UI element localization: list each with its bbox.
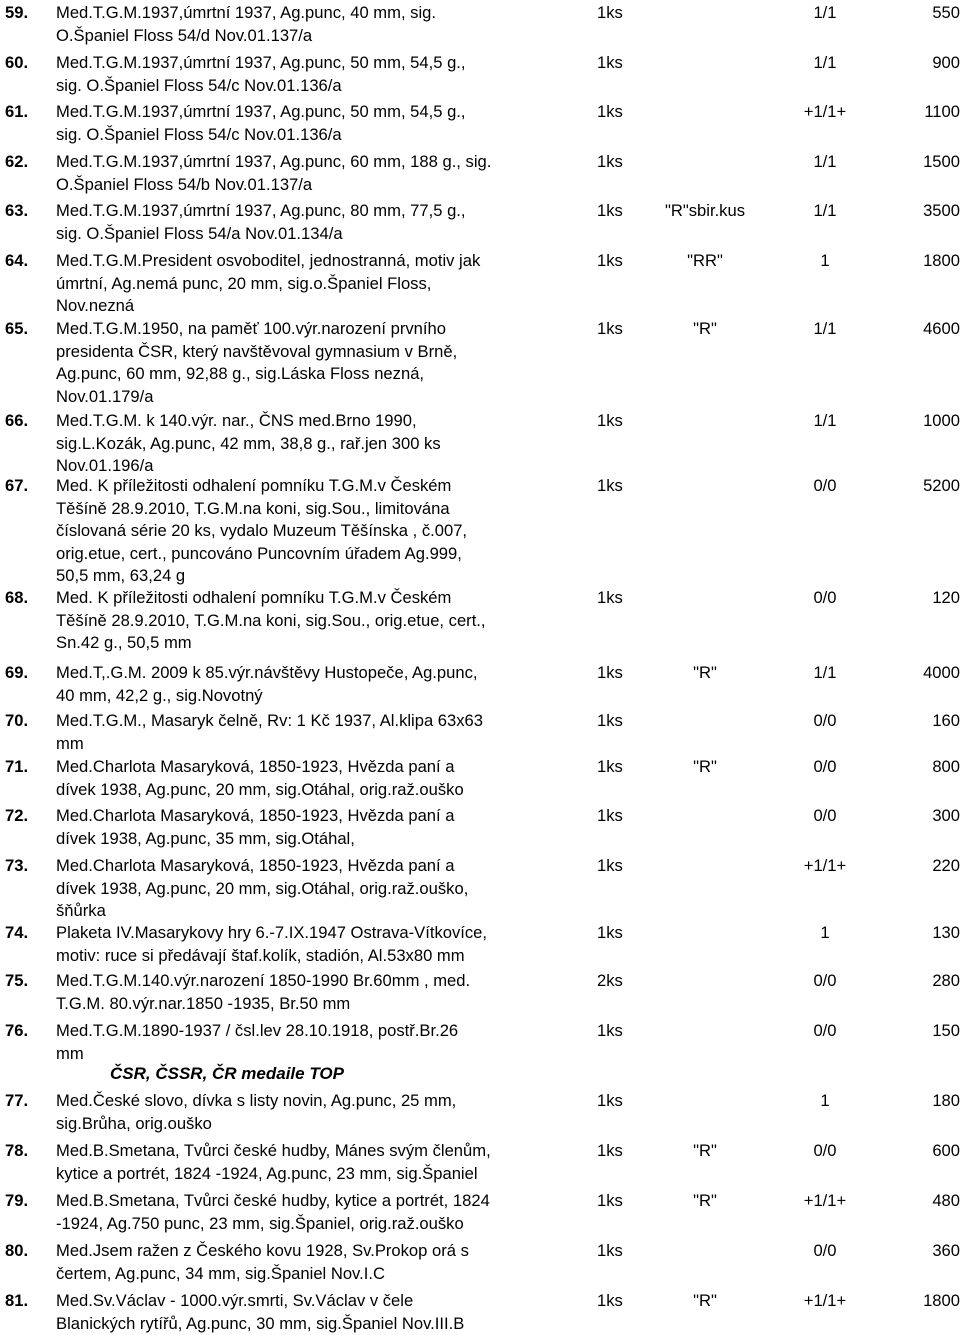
entry-rarity: "RR" — [687, 251, 723, 270]
entry-price: 220 — [932, 856, 960, 875]
entry-price: 1800 — [923, 1291, 960, 1310]
entry-description — [56, 805, 576, 850]
entry-grade: +1/1+ — [803, 1191, 847, 1210]
description-line: mm — [56, 1043, 84, 1063]
description-line: dívek 1938, Ag.punc, 35 mm, sig.Otáhal, — [56, 828, 355, 848]
entry-price: 280 — [932, 971, 960, 990]
entry-price: 180 — [932, 1091, 960, 1110]
description-line: Sn.42 g., 50,5 mm — [56, 633, 192, 652]
entry-description — [56, 475, 576, 588]
entry-quantity: 1ks — [597, 856, 623, 875]
entry-quantity: 1ks — [597, 588, 623, 607]
entry-number: 62. — [5, 152, 29, 171]
description-line: Nov.01.179/a — [56, 386, 154, 406]
entry-quantity: 1ks — [597, 476, 623, 495]
entry-quantity: 1ks — [597, 711, 623, 730]
description-line: Nov.nezná — [56, 296, 135, 315]
entry-description — [56, 922, 576, 967]
description-line: Med.Sv.Václav - 1000.výr.smrti, Sv.Václav v čele — [56, 1291, 414, 1310]
entry-price: 1500 — [923, 152, 960, 171]
entry-price: 130 — [932, 923, 960, 942]
entry-description — [56, 1240, 576, 1285]
entry-number: 73. — [5, 856, 29, 875]
entry-number: 64. — [5, 251, 29, 270]
entry-description — [56, 1020, 576, 1065]
entry-description — [56, 756, 576, 801]
entry-number: 75. — [5, 971, 29, 990]
entry-quantity: 1ks — [597, 923, 623, 942]
entry-grade: 0/0 — [813, 476, 837, 495]
entry-grade: 0/0 — [813, 588, 837, 607]
entry-number: 66. — [5, 411, 29, 430]
description-line: Těšíně 28.9.2010, T.G.M.na koni, sig.Sou., limitována — [56, 498, 450, 518]
entry-description — [56, 1190, 576, 1235]
section-heading: ČSR, ČSSR, ČR medaile TOP — [110, 1064, 344, 1083]
entry-grade: 0/0 — [813, 971, 837, 990]
description-line: Med.T,.G.M. 2009 k 85.výr.návštěvy Hustopeče, Ag.punc, — [56, 663, 478, 682]
entry-grade: 1/1 — [813, 663, 837, 682]
description-line: Med.T.G.M.1937,úmrtní 1937, Ag.punc, 50 mm, 54,5 g., — [56, 102, 466, 121]
entry-number: 76. — [5, 1021, 29, 1040]
entry-price: 300 — [932, 806, 960, 825]
entry-price: 4600 — [923, 319, 960, 338]
description-line: sig. O.Španiel Floss 54/c Nov.01.136/a — [56, 124, 342, 144]
entry-number: 70. — [5, 711, 29, 730]
description-line: Med.T.G.M., Masaryk čelně, Rv: 1 Kč 1937, Al.klipa 63x63 — [56, 711, 484, 730]
entry-number: 63. — [5, 201, 29, 220]
entry-number: 67. — [5, 476, 29, 495]
description-line: Ag.punc, 60 mm, 92,88 g., sig.Láska Floss nezná, — [56, 364, 425, 383]
description-line: Med.Charlota Masaryková, 1850-1923, Hvězda paní a — [56, 856, 455, 875]
entry-number: 71. — [5, 757, 29, 776]
entry-price: 550 — [932, 3, 960, 22]
description-line: O.Španiel Floss 54/b Nov.01.137/a — [56, 174, 313, 194]
entry-description — [56, 250, 576, 318]
entry-quantity: 1ks — [597, 319, 623, 338]
entry-quantity: 2ks — [597, 971, 623, 990]
description-line: 50,5 mm, 63,24 g — [56, 566, 186, 585]
description-line: T.G.M. 80.výr.nar.1850 -1935, Br.50 mm — [56, 993, 351, 1013]
description-line: Med.T.G.M.140.výr.narození 1850-1990 Br.60mm , med. — [56, 971, 471, 990]
description-line: Nov.01.196/a — [56, 456, 154, 475]
entry-price: 900 — [932, 53, 960, 72]
description-line: Med.T.G.M. k 140.výr. nar., ČNS med.Brno 1990, — [56, 411, 417, 430]
entry-grade: 1 — [820, 923, 830, 942]
entry-rarity: "R" — [693, 319, 717, 338]
entry-grade: +1/1+ — [803, 102, 847, 121]
description-line: Blanických rytířů, Ag.punc, 30 mm, sig.Španiel Nov.III.B — [56, 1313, 465, 1333]
entry-quantity: 1ks — [597, 411, 623, 430]
entry-quantity: 1ks — [597, 1021, 623, 1040]
entry-price: 1800 — [923, 251, 960, 270]
entry-description — [56, 52, 576, 97]
description-line: Med.T.G.M.1937,úmrtní 1937, Ag.punc, 80 mm, 77,5 g., — [56, 201, 466, 220]
entry-description — [56, 587, 576, 655]
entry-price: 1000 — [923, 411, 960, 430]
entry-price: 3500 — [923, 201, 960, 220]
description-line: Med.T.G.M.1937,úmrtní 1937, Ag.punc, 40 mm, sig. — [56, 3, 436, 22]
entry-grade: 0/0 — [813, 1141, 837, 1160]
description-line: Med.Charlota Masaryková, 1850-1923, Hvězda paní a — [56, 806, 455, 825]
entry-description — [56, 1290, 576, 1335]
description-line: Med.B.Smetana, Tvůrci české hudby, Mánes svým členům, — [56, 1141, 491, 1160]
description-line: Med. K příležitosti odhalení pomníku T.G.M.v Českém — [56, 476, 452, 495]
description-line: Med.T.G.M.1950, na paměť 100.výr.narození prvního — [56, 319, 446, 338]
entry-price: 600 — [932, 1141, 960, 1160]
entry-grade: 1 — [820, 1091, 830, 1110]
entry-price: 5200 — [923, 476, 960, 495]
entry-quantity: 1ks — [597, 1091, 623, 1110]
entry-grade: 0/0 — [813, 757, 837, 776]
entry-number: 65. — [5, 319, 29, 338]
entry-number: 60. — [5, 53, 29, 72]
description-line: dívek 1938, Ag.punc, 20 mm, sig.Otáhal, orig.raž.ouško, — [56, 878, 469, 898]
entry-quantity: 1ks — [597, 152, 623, 171]
description-line: sig. O.Španiel Floss 54/a Nov.01.134/a — [56, 223, 343, 243]
description-line: číslovaná série 20 ks, vydalo Muzeum Těšínska , č.007, — [56, 521, 468, 540]
entry-price: 800 — [932, 757, 960, 776]
description-line: dívek 1938, Ag.punc, 20 mm, sig.Otáhal, orig.raž.ouško — [56, 779, 464, 799]
description-line: Med.České slovo, dívka s listy novin, Ag.punc, 25 mm, — [56, 1091, 457, 1110]
entry-price: 120 — [932, 588, 960, 607]
entry-description — [56, 1090, 576, 1135]
entry-number: 78. — [5, 1141, 29, 1160]
entry-rarity: "R"sbir.kus — [664, 201, 746, 220]
entry-rarity: "R" — [693, 1141, 717, 1160]
entry-quantity: 1ks — [597, 1141, 623, 1160]
entry-description — [56, 970, 576, 1015]
entry-rarity: "R" — [693, 1191, 717, 1210]
entry-grade: 1/1 — [813, 201, 837, 220]
description-line: sig. O.Španiel Floss 54/c Nov.01.136/a — [56, 75, 342, 95]
description-line: čertem, Ag.punc, 34 mm, sig.Španiel Nov.I.C — [56, 1263, 385, 1283]
entry-quantity: 1ks — [597, 1291, 623, 1310]
description-line: Med.T.G.M.President osvoboditel, jednostranná, motiv jak — [56, 251, 481, 270]
entry-grade: 1/1 — [813, 53, 837, 72]
entry-grade: 0/0 — [813, 1021, 837, 1040]
entry-description — [56, 1140, 576, 1185]
description-line: Med.T.G.M.1937,úmrtní 1937, Ag.punc, 50 mm, 54,5 g., — [56, 53, 466, 72]
entry-grade: 1 — [820, 251, 830, 270]
entry-number: 69. — [5, 663, 29, 682]
entry-grade: 1/1 — [813, 411, 837, 430]
entry-description — [56, 2, 576, 47]
entry-rarity: "R" — [693, 757, 717, 776]
description-line: 40 mm, 42,2 g., sig.Novotný — [56, 685, 263, 705]
entry-quantity: 1ks — [597, 663, 623, 682]
entry-quantity: 1ks — [597, 757, 623, 776]
description-line: úmrtní, Ag.nemá punc, 20 mm, sig.o.Španiel Floss, — [56, 273, 432, 293]
entry-grade: +1/1+ — [803, 856, 847, 875]
entry-number: 80. — [5, 1241, 29, 1260]
description-line: Plaketa IV.Masarykovy hry 6.-7.IX.1947 Ostrava-Vítkovíce, — [56, 923, 488, 942]
entry-description — [56, 710, 576, 755]
entry-grade: 1/1 — [813, 152, 837, 171]
entry-number: 74. — [5, 923, 29, 942]
description-line: Med.B.Smetana, Tvůrci české hudby, kytice a portrét, 1824 — [56, 1191, 490, 1210]
entry-description — [56, 101, 576, 146]
entry-number: 79. — [5, 1191, 29, 1210]
description-line: Med. K příležitosti odhalení pomníku T.G.M.v Českém — [56, 588, 452, 607]
entry-price: 4000 — [923, 663, 960, 682]
description-line: Med.T.G.M.1937,úmrtní 1937, Ag.punc, 60 mm, 188 g., sig. — [56, 152, 492, 171]
description-line: O.Španiel Floss 54/d Nov.01.137/a — [56, 25, 313, 45]
entry-quantity: 1ks — [597, 201, 623, 220]
entry-price: 360 — [932, 1241, 960, 1260]
entry-number: 72. — [5, 806, 29, 825]
entry-price: 160 — [932, 711, 960, 730]
description-line: Těšíně 28.9.2010, T.G.M.na koni, sig.Sou., orig.etue, cert., — [56, 610, 486, 630]
entry-rarity: "R" — [693, 663, 717, 682]
description-line: orig.etue, cert., puncováno Puncovním úřadem Ag.999, — [56, 543, 462, 563]
entry-rarity: "R" — [693, 1291, 717, 1310]
entry-description — [56, 318, 576, 408]
entry-description — [56, 410, 576, 478]
description-line: Med.Jsem ražen z Českého kovu 1928, Sv.Prokop orá s — [56, 1241, 469, 1260]
entry-number: 77. — [5, 1091, 29, 1110]
description-line: -1924, Ag.750 punc, 23 mm, sig.Španiel, orig.raž.ouško — [56, 1213, 464, 1233]
entry-description — [56, 855, 576, 923]
entry-description — [56, 662, 576, 707]
description-line: presidenta ČSR, který navštěvoval gymnasium v Brně, — [56, 341, 458, 361]
entry-quantity: 1ks — [597, 806, 623, 825]
entry-grade: 0/0 — [813, 711, 837, 730]
entry-quantity: 1ks — [597, 1191, 623, 1210]
entry-price: 150 — [932, 1021, 960, 1040]
entry-price: 480 — [932, 1191, 960, 1210]
description-line: sig.L.Kozák, Ag.punc, 42 mm, 38,8 g., rař.jen 300 ks — [56, 433, 441, 453]
description-line: Med.T.G.M.1890-1937 / čsl.lev 28.10.1918, postř.Br.26 — [56, 1021, 459, 1040]
entry-grade: 0/0 — [813, 1241, 837, 1260]
entry-number: 61. — [5, 102, 29, 121]
entry-price: 1100 — [924, 102, 960, 121]
description-line: mm — [56, 733, 84, 753]
entry-number: 59. — [5, 3, 29, 22]
entry-quantity: 1ks — [597, 102, 623, 121]
entry-grade: 1/1 — [813, 3, 837, 22]
entry-number: 68. — [5, 588, 29, 607]
entry-grade: 0/0 — [813, 806, 837, 825]
entry-description — [56, 200, 576, 245]
description-line: kytice a portrét, 1824 -1924, Ag.punc, 23 mm, sig.Španiel — [56, 1163, 478, 1183]
description-line: motiv: ruce si předávají štaf.kolík, stadión, Al.53x80 mm — [56, 945, 465, 965]
entry-description — [56, 151, 576, 196]
entry-quantity: 1ks — [597, 251, 623, 270]
entry-grade: 1/1 — [813, 319, 837, 338]
entry-quantity: 1ks — [597, 1241, 623, 1260]
entry-quantity: 1ks — [597, 53, 623, 72]
entry-quantity: 1ks — [597, 3, 623, 22]
entry-grade: +1/1+ — [803, 1291, 847, 1310]
description-line: sig.Brůha, orig.ouško — [56, 1113, 212, 1133]
entry-number: 81. — [5, 1291, 29, 1310]
description-line: šňůrka — [56, 901, 106, 920]
description-line: Med.Charlota Masaryková, 1850-1923, Hvězda paní a — [56, 757, 455, 776]
